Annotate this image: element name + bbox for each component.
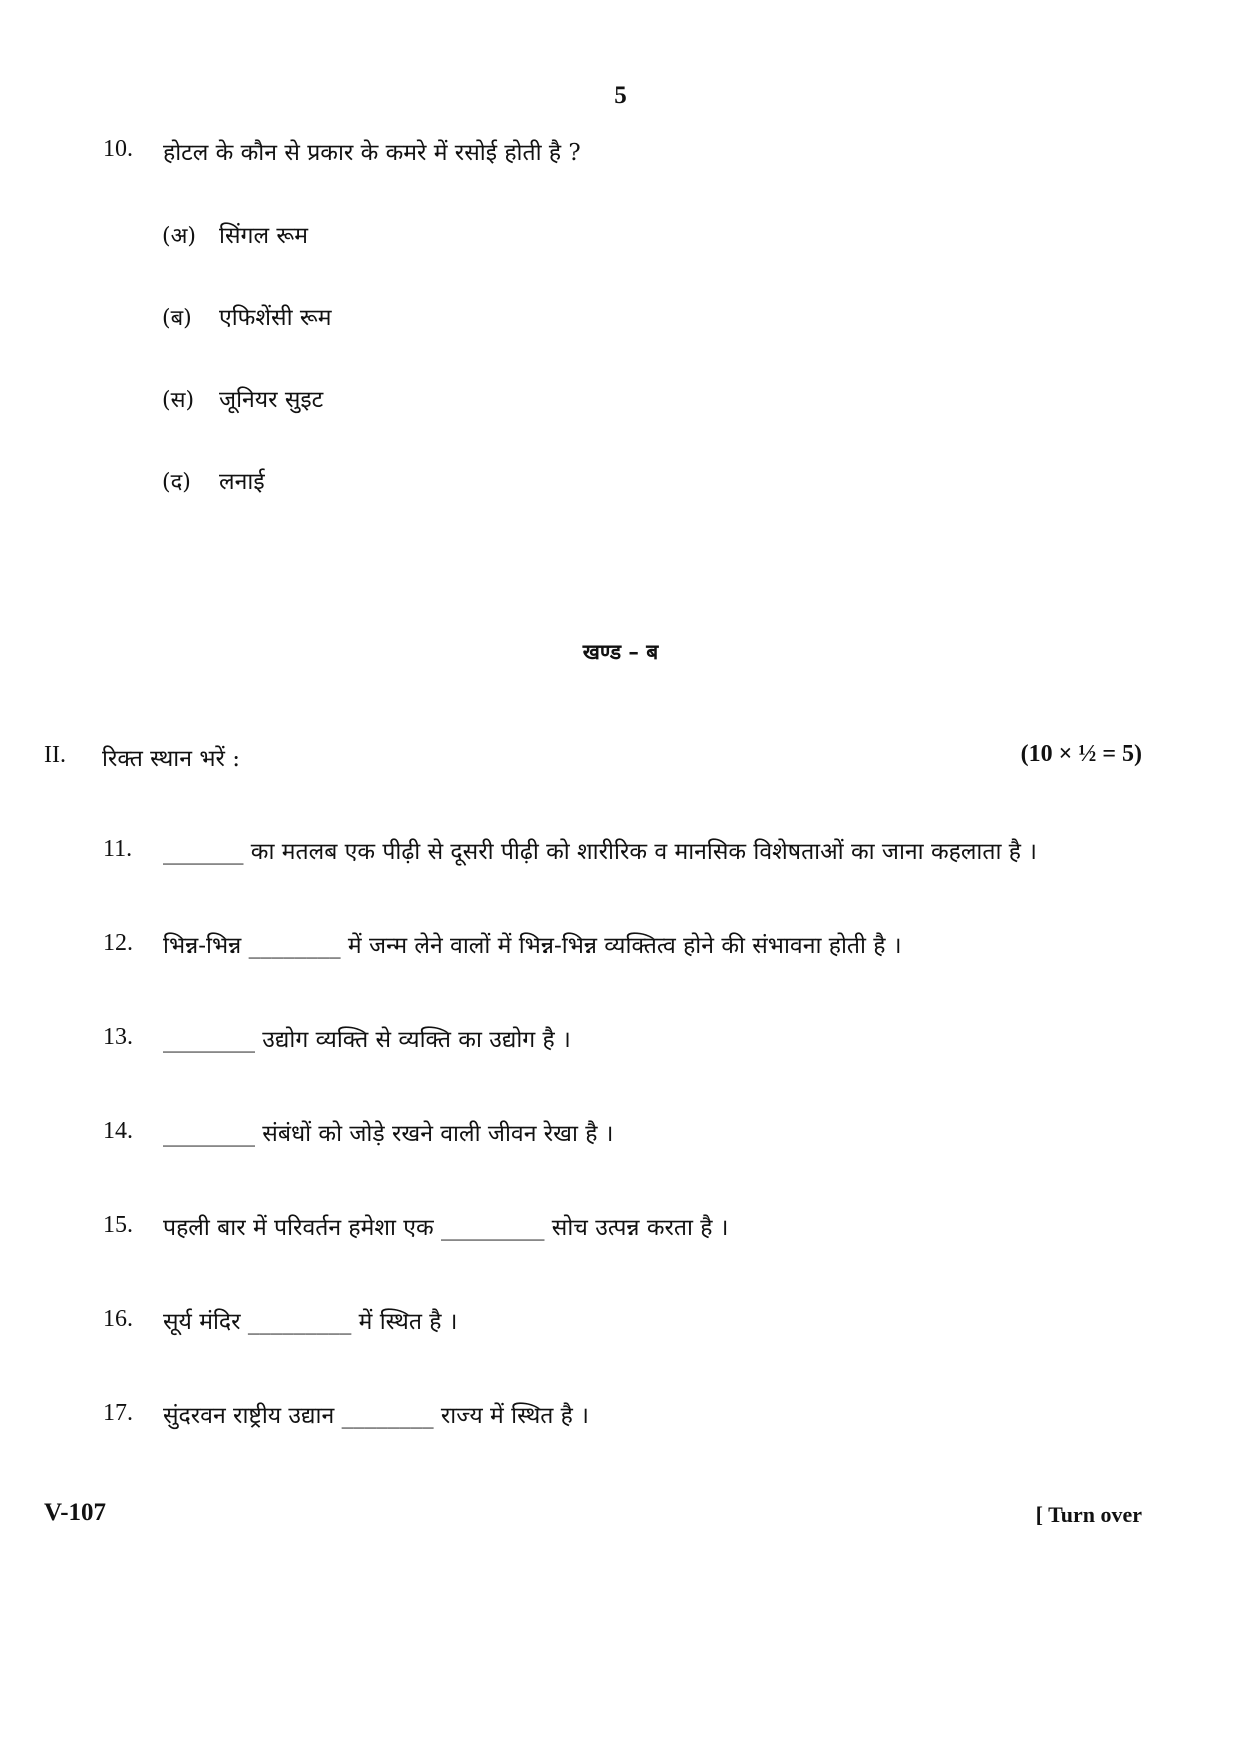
- question-text-after: सोच उत्पन्न करता है ।: [544, 1215, 729, 1241]
- question-text: [163, 1398, 589, 1430]
- option-label: (द): [162, 470, 191, 495]
- answer-blank: ________: [163, 1027, 255, 1053]
- question-text: होटल के कौन से प्रकार के कमरे में रसोई होती है ?: [163, 140, 581, 166]
- question-text-before: भिन्न-भिन्न: [163, 933, 249, 959]
- option-label: (ब): [162, 306, 192, 331]
- question-text-after: संबंधों को जोड़े रखने वाली जीवन रेखा है ।: [255, 1121, 614, 1147]
- question-number: 15.: [103, 1212, 133, 1238]
- answer-blank: ________: [163, 1121, 255, 1147]
- part-instruction: रिक्त स्थान भरें :: [102, 746, 240, 772]
- question-text-after: में जन्म लेने वालों में भिन्न-भिन्न व्यक्तित्व होने की संभावना होती है ।: [340, 933, 902, 959]
- question-text-after: उद्योग व्यक्ति से व्यक्ति का उद्योग है ।: [255, 1027, 571, 1053]
- question-number: 13.: [103, 1024, 133, 1050]
- option-text: सिंगल रूम: [219, 223, 308, 249]
- question-number: 12.: [103, 930, 133, 956]
- paper-code: V-107: [44, 1499, 107, 1526]
- question-number: 11.: [103, 836, 133, 862]
- answer-blank: ________: [341, 1403, 434, 1429]
- question-number: 10.: [103, 136, 133, 162]
- question-text-before: पहली बार में परिवर्तन हमेशा एक: [163, 1215, 441, 1241]
- question-text-after: राज्य में स्थित है ।: [433, 1403, 589, 1429]
- option-label: (अ): [162, 224, 196, 249]
- answer-blank: _________: [247, 1309, 352, 1335]
- answer-blank: _________: [440, 1215, 545, 1241]
- question-text: [163, 1116, 614, 1148]
- question-text: [163, 1304, 458, 1336]
- answer-blank: _______: [163, 839, 244, 865]
- question-text: [163, 928, 902, 960]
- question-text: [163, 1022, 571, 1054]
- marks-allocation: (10 × ½ = 5): [1020, 741, 1142, 767]
- section-heading: खण्ड – ब: [582, 639, 659, 664]
- option-text: एफिशेंसी रूम: [219, 305, 332, 331]
- part-number: II.: [44, 742, 66, 768]
- question-number: 14.: [103, 1118, 133, 1144]
- question-text-after: में स्थित है ।: [351, 1309, 458, 1335]
- option-text: लनाई: [219, 469, 265, 495]
- question-text-after: का मतलब एक पीढ़ी से दूसरी पीढ़ी को शारीरिक व मानसिक विशेषताओं का जाना कहलाता है ।: [243, 839, 1037, 865]
- question-text: [163, 1210, 729, 1242]
- option-text: जूनियर सुइट: [219, 387, 324, 413]
- question-text-before: सुंदरवन राष्ट्रीय उद्यान: [163, 1403, 342, 1429]
- answer-blank: ________: [248, 933, 341, 959]
- turn-over-note: [ Turn over: [1035, 1502, 1142, 1527]
- question-text-before: सूर्य मंदिर: [163, 1309, 248, 1335]
- question-number: 16.: [103, 1306, 133, 1332]
- option-label: (स): [162, 388, 195, 413]
- page-number: 5: [614, 82, 627, 109]
- question-number: 17.: [103, 1400, 133, 1426]
- question-text: [163, 834, 1037, 866]
